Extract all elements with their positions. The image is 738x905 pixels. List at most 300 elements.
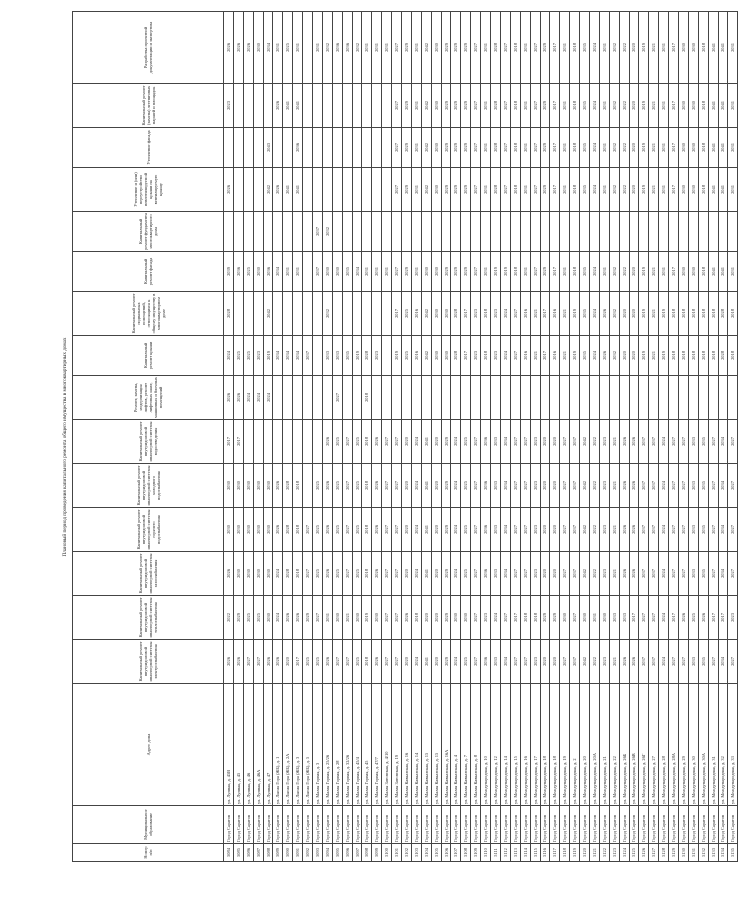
table-cell: 2037 [639, 464, 649, 508]
table-cell: ул. Международная, д. 15 [510, 684, 520, 806]
table-cell: 2029 [540, 596, 550, 640]
table-cell: 2028 [451, 336, 461, 376]
table-cell: 2020 [431, 640, 441, 684]
table-cell [263, 212, 273, 252]
table-cell: 2033 [491, 420, 501, 464]
table-row [303, 12, 313, 862]
table-cell: 2020 [540, 420, 550, 464]
table-cell: 2029 [441, 128, 451, 168]
table-cell [609, 212, 619, 252]
table-cell: 2030 [431, 252, 441, 292]
table-cell [303, 252, 313, 292]
table-cell: ул. Лысая Гора (ЖБ), д. 1 [273, 684, 283, 806]
table-cell: ул. Международная, д. 19 [560, 684, 570, 806]
table-cell: 2017 [669, 168, 679, 212]
table-cell: 2024 [589, 336, 599, 376]
table-cell [372, 376, 382, 420]
table-cell: ул. Малая Кавказская, д. 15 [421, 684, 431, 806]
table-cell: 2032 [609, 168, 619, 212]
table-cell: 2024 [273, 552, 283, 596]
table-cell: 2030 [263, 596, 273, 640]
table-cell: 2026 [402, 596, 412, 640]
table-cell: 2020 [629, 336, 639, 376]
table-cell: 2018 [678, 336, 688, 376]
table-row [669, 12, 679, 862]
table-cell: 2030 [243, 464, 253, 508]
table-cell [253, 168, 263, 212]
table-cell: 2026 [263, 640, 273, 684]
table-cell: 2027 [382, 596, 392, 640]
table-cell: Город Саратов [698, 806, 708, 844]
table-cell: Город Саратов [402, 806, 412, 844]
table-cell: 2030 [688, 168, 698, 212]
table-cell: 2018 [698, 336, 708, 376]
table-cell [352, 376, 362, 420]
table-cell [382, 168, 392, 212]
table-cell: 2018 [411, 596, 421, 640]
table-cell: 2028 [283, 464, 293, 508]
table-cell [273, 420, 283, 464]
table-cell: 2018 [510, 252, 520, 292]
table-cell [669, 212, 679, 252]
table-cell: 2035 [342, 252, 352, 292]
table-cell: 2027 [520, 420, 530, 464]
table-cell: 2031 [728, 12, 738, 84]
table-cell: 2026 [224, 552, 234, 596]
table-cell: 2024 [243, 376, 253, 420]
table-cell: 2021 [649, 128, 659, 168]
table-cell: 2027 [728, 420, 738, 464]
table-cell [402, 212, 412, 252]
table-cell: 2034 [500, 552, 510, 596]
table-cell: 2017 [550, 252, 560, 292]
table-row [688, 12, 698, 862]
table-cell [570, 376, 580, 420]
table-cell: 2032 [322, 12, 332, 84]
table-cell: 2027 [471, 596, 481, 640]
table-cell: 2029 [451, 168, 461, 212]
table-cell: 5104 [421, 844, 431, 862]
table-cell: 2029 [441, 12, 451, 84]
table-cell: 2024 [451, 508, 461, 552]
table-cell [411, 212, 421, 252]
table-cell: 2034 [500, 420, 510, 464]
table-cell: 2027 [471, 252, 481, 292]
table-cell: 2031 [659, 128, 669, 168]
table-cell [540, 376, 550, 420]
table-cell: ул. Международная, д. 30А [698, 684, 708, 806]
table-cell: 2018 [570, 252, 580, 292]
table-cell: 2037 [639, 508, 649, 552]
column-header: Капитальный ремонт крыши [73, 336, 224, 376]
table-cell [471, 212, 481, 252]
table-cell: 2027 [471, 420, 481, 464]
table-row [599, 12, 609, 862]
table-cell: 5096 [342, 844, 352, 862]
table-cell: 2035 [698, 640, 708, 684]
table-cell: 2036 [263, 252, 273, 292]
table-cell: 2019 [362, 596, 372, 640]
table-cell: 2030 [678, 128, 688, 168]
table-cell: 2025 [313, 464, 323, 508]
table-cell: Город Саратов [619, 806, 629, 844]
table-cell: 2027 [678, 508, 688, 552]
table-cell: 2020 [619, 292, 629, 336]
table-row [471, 12, 481, 862]
table-cell: 2033 [491, 640, 501, 684]
table-cell: 2034 [283, 336, 293, 376]
table-cell [273, 292, 283, 336]
table-cell: 2029 [402, 12, 412, 84]
table-cell: 2029 [402, 84, 412, 128]
table-cell: 2019 [352, 336, 362, 376]
table-cell [322, 168, 332, 212]
table-cell: 2033 [609, 596, 619, 640]
table-cell: 2027 [530, 84, 540, 128]
table-cell [372, 292, 382, 336]
table-cell [580, 376, 590, 420]
table-cell: ул. Лунная, д. 45В [224, 684, 234, 806]
table-cell: 2024 [659, 596, 669, 640]
table-cell: 2027 [303, 508, 313, 552]
table-cell: 2018 [708, 336, 718, 376]
table-cell: Город Саратов [609, 806, 619, 844]
table-cell: 2029 [441, 420, 451, 464]
table-cell: Город Саратов [283, 806, 293, 844]
table-cell: 2035 [342, 336, 352, 376]
table-cell: 2027 [678, 464, 688, 508]
table-cell [362, 128, 372, 168]
table-cell: 5120 [580, 844, 590, 862]
table-cell: 2027 [471, 168, 481, 212]
table-cell [698, 376, 708, 420]
table-cell: Город Саратов [669, 806, 679, 844]
table-cell [253, 292, 263, 336]
table-cell: ул. Международная, д. 29 [678, 684, 688, 806]
table-cell [471, 376, 481, 420]
table-cell: 2030 [441, 292, 451, 336]
table-cell: 2031 [322, 596, 332, 640]
table-cell: 2027 [708, 420, 718, 464]
table-cell: 2024 [659, 640, 669, 684]
table-row [421, 12, 431, 862]
table-cell: 2024 [500, 336, 510, 376]
table-cell: 2029 [441, 464, 451, 508]
table-cell: 2019 [639, 252, 649, 292]
table-cell [273, 212, 283, 252]
table-cell: Город Саратов [491, 806, 501, 844]
table-row [639, 12, 649, 862]
table-cell: 5135 [728, 844, 738, 862]
table-cell: 2023 [530, 508, 540, 552]
table-cell: 2027 [560, 464, 570, 508]
table-cell: 5133 [708, 844, 718, 862]
table-cell: 2025 [461, 640, 471, 684]
table-row [392, 12, 402, 862]
table-cell: 2023 [599, 420, 609, 464]
table-cell [382, 336, 392, 376]
table-cell: 2027 [471, 128, 481, 168]
table-cell: 2026 [372, 508, 382, 552]
document-title: Плановый период проведения капитального ремонта общего имущества в многоквартирных домах [62, 337, 68, 557]
table-cell: 2029 [540, 168, 550, 212]
table-cell: 2026 [293, 596, 303, 640]
table-cell [283, 292, 293, 336]
table-cell: 2041 [718, 12, 728, 84]
table-cell: 2020 [402, 508, 412, 552]
table-cell [441, 212, 451, 252]
table-cell: 2026 [629, 552, 639, 596]
table-cell: 5131 [688, 844, 698, 862]
table-cell: 2027 [708, 508, 718, 552]
table-cell: 2018 [698, 168, 708, 212]
table-cell: 2017 [669, 84, 679, 128]
table-cell: 2018 [698, 252, 708, 292]
table-cell [243, 292, 253, 336]
table-cell: 5094 [322, 844, 332, 862]
table-cell: 5103 [411, 844, 421, 862]
table-cell: 2021 [342, 596, 352, 640]
table-cell: 2031 [411, 252, 421, 292]
table-cell [352, 168, 362, 212]
table-cell: 2025 [332, 420, 342, 464]
table-cell [570, 212, 580, 252]
table-cell: 2028 [718, 292, 728, 336]
table-cell: 2027 [471, 640, 481, 684]
table-cell: 2030 [688, 84, 698, 128]
table-cell: 2026 [273, 168, 283, 212]
table-row [560, 12, 570, 862]
table-cell [332, 84, 342, 128]
table-cell: 2037 [313, 252, 323, 292]
table-cell: 2020 [402, 420, 412, 464]
table-cell: ул. Международная, д. 14 [500, 684, 510, 806]
table-cell: 2025 [352, 640, 362, 684]
table-cell: 2031 [411, 168, 421, 212]
table-row [491, 12, 501, 862]
table-cell [728, 212, 738, 252]
table-cell: 2030 [224, 464, 234, 508]
table-cell: 2026 [322, 640, 332, 684]
table-cell: 2031 [293, 252, 303, 292]
table-cell: 2027 [530, 128, 540, 168]
table-cell: 2017 [550, 168, 560, 212]
table-cell [372, 168, 382, 212]
table-cell: Город Саратов [500, 806, 510, 844]
column-header: Капитальный ремонт (замена) лестничных маршей и площадок [73, 84, 224, 128]
table-cell: 2017 [461, 292, 471, 336]
table-cell: ул. Международная, д. 32 [718, 684, 728, 806]
table-cell: 2027 [342, 464, 352, 508]
table-cell: 2032 [609, 128, 619, 168]
table-cell [718, 212, 728, 252]
table-cell: 2036 [481, 552, 491, 596]
table-cell: 2027 [392, 128, 402, 168]
table-cell: 2031 [560, 128, 570, 168]
table-cell: 2025 [283, 12, 293, 84]
table-cell: 2020 [629, 168, 639, 212]
table-cell [639, 376, 649, 420]
table-cell [243, 84, 253, 128]
table-cell: 2029 [402, 168, 412, 212]
table-cell: 2027 [243, 640, 253, 684]
table-cell [233, 292, 243, 336]
table-cell: 2027 [392, 640, 402, 684]
table-cell: 2025 [461, 420, 471, 464]
table-cell [560, 212, 570, 252]
table-cell: ул. Малая Кавказская, д. 8 [471, 684, 481, 806]
table-cell: 2033 [688, 508, 698, 552]
table-cell: 2020 [402, 552, 412, 596]
table-cell [362, 292, 372, 336]
table-cell: 2030 [431, 84, 441, 128]
table-cell: 2020 [540, 508, 550, 552]
table-cell: 5123 [609, 844, 619, 862]
table-cell: ул. Международная, д. 22 [609, 684, 619, 806]
table-cell [303, 464, 313, 508]
table-cell: 2027 [669, 464, 679, 508]
table-row [718, 12, 728, 862]
table-cell [362, 212, 372, 252]
table-cell: 2030 [233, 508, 243, 552]
table-cell: 2031 [283, 252, 293, 292]
table-cell: 2033 [619, 596, 629, 640]
table-cell: 2018 [698, 292, 708, 336]
table-cell: Город Саратов [678, 806, 688, 844]
table-cell [609, 376, 619, 420]
table-row [441, 12, 451, 862]
table-cell: 2019 [659, 336, 669, 376]
table-cell [728, 376, 738, 420]
table-cell: 2024 [589, 168, 599, 212]
table-cell: 2026 [372, 552, 382, 596]
table-cell: 2017 [293, 640, 303, 684]
table-cell [659, 376, 669, 420]
table-cell [580, 212, 590, 252]
table-cell: 2027 [669, 508, 679, 552]
table-cell: ул. Лысая Гора (ЖБ), д. 3 [293, 684, 303, 806]
table-cell: 2024 [589, 292, 599, 336]
table-cell: 2033 [688, 640, 698, 684]
table-cell: 2037 [639, 640, 649, 684]
table-cell: 2030 [253, 464, 263, 508]
table-cell [303, 212, 313, 252]
table-cell: 2029 [461, 84, 471, 128]
table-cell: 2025 [313, 640, 323, 684]
table-cell: ул. Международная, д. 28А [669, 684, 679, 806]
table-cell: 5113 [510, 844, 520, 862]
table-row [461, 12, 471, 862]
table-cell: 2023 [599, 464, 609, 508]
table-cell: 2029 [550, 596, 560, 640]
table-cell: 2023 [530, 640, 540, 684]
table-cell: 2027 [728, 464, 738, 508]
table-cell: 2026 [678, 596, 688, 640]
table-cell: 2019 [639, 128, 649, 168]
table-cell: 2027 [678, 552, 688, 596]
table-cell: 2032 [609, 12, 619, 84]
table-cell: 2020 [431, 552, 441, 596]
table-cell: 2024 [589, 128, 599, 168]
table-cell: 2020 [540, 640, 550, 684]
table-cell: 5110 [481, 844, 491, 862]
table-cell: 2027 [392, 508, 402, 552]
table-cell: 2022 [589, 640, 599, 684]
table-cell [599, 376, 609, 420]
table-cell [500, 212, 510, 252]
table-cell: 2020 [550, 464, 560, 508]
table-cell: 2028 [491, 168, 501, 212]
column-header: Ремонт, замена, модернизация лифтов, ремонт лифтовых шахт, машинных и блочных помещений [73, 376, 224, 420]
table-cell [253, 420, 263, 464]
table-cell [382, 212, 392, 252]
table-cell: 2042 [421, 292, 431, 336]
table-row [678, 12, 688, 862]
table-cell: 2028 [283, 552, 293, 596]
table-cell: 2027 [382, 640, 392, 684]
table-cell [718, 376, 728, 420]
table-cell: 2027 [342, 640, 352, 684]
table-cell [431, 376, 441, 420]
table-cell: 2028 [362, 336, 372, 376]
table-cell: 2031 [560, 12, 570, 84]
table-cell: 2026 [233, 12, 243, 84]
table-cell: 2034 [718, 640, 728, 684]
table-cell [678, 376, 688, 420]
table-cell: 2017 [718, 596, 728, 640]
table-cell: ул. Международная, д. 17 [530, 684, 540, 806]
table-row [411, 12, 421, 862]
table-cell: 2026 [629, 508, 639, 552]
table-cell: ул. Малая Кавказская, д. 7 [461, 684, 471, 806]
table-cell: 2027 [392, 168, 402, 212]
column-header: Капитальный ремонт внутридомовой инженерной системы холодного водоснабжения [73, 464, 224, 508]
table-cell: 2023 [530, 552, 540, 596]
table-cell: 2017 [629, 596, 639, 640]
table-cell: 2030 [580, 596, 590, 640]
table-cell: ул. Международная, д. 18 [540, 684, 550, 806]
table-cell: 2031 [728, 252, 738, 292]
table-cell: 2025 [352, 464, 362, 508]
table-cell: ул. Малая Кавказская, д. 14 [411, 684, 421, 806]
table-cell: 2019 [491, 252, 501, 292]
table-cell: 2036 [332, 12, 342, 84]
table-cell: 2027 [382, 552, 392, 596]
table-cell: 2017 [669, 252, 679, 292]
table-cell: ул. Малая Горная, д. 28 [332, 684, 342, 806]
table-cell [451, 212, 461, 252]
table-cell: 2036 [342, 12, 352, 84]
table-cell: ул. Малая Затонская, д. 19 [392, 684, 402, 806]
table-cell: 5115 [530, 844, 540, 862]
table-cell: 2027 [560, 420, 570, 464]
table-cell: 2021 [609, 464, 619, 508]
table-cell: 2030 [688, 12, 698, 84]
table-cell: 2029 [540, 128, 550, 168]
table-cell: 2020 [431, 420, 441, 464]
table-cell: 2024 [500, 292, 510, 336]
table-cell: Город Саратов [471, 806, 481, 844]
table-cell: 2027 [649, 596, 659, 640]
table-row [431, 12, 441, 862]
table-cell: 2018 [481, 336, 491, 376]
schedule-table [72, 11, 738, 862]
table-cell: 2041 [293, 84, 303, 128]
table-cell: 2020 [629, 84, 639, 128]
table-cell: 2034 [500, 508, 510, 552]
table-cell [303, 84, 313, 128]
table-cell: 2024 [451, 464, 461, 508]
